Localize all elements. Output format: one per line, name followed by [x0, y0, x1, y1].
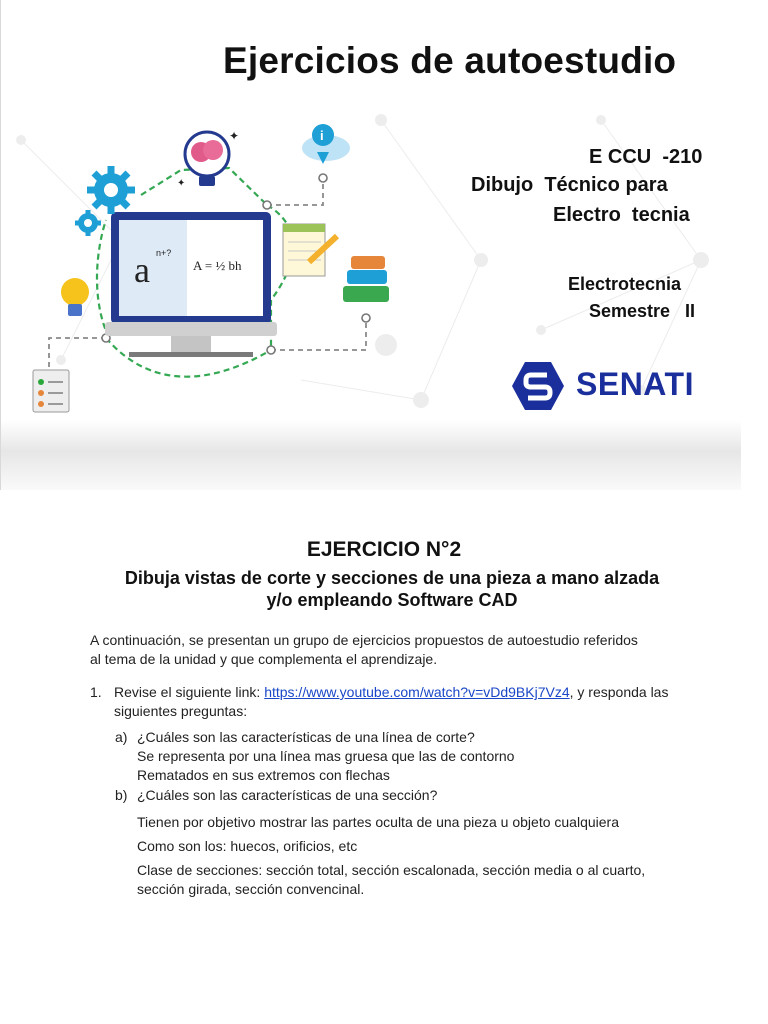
- answer-b-line1: Tienen por objetivo mostrar las partes oculta de una pieza u objeto cualquiera: [137, 814, 619, 830]
- answer-a-line2: Rematados en sus extremos con flechas: [137, 767, 390, 783]
- svg-text:✦: ✦: [177, 178, 186, 189]
- item-text-before: Revise el siguiente link:: [114, 684, 265, 700]
- cover-shadow: [1, 420, 741, 490]
- item-text-after: , y responda las siguientes preguntas:: [114, 684, 669, 719]
- svg-text:i: i: [320, 128, 324, 143]
- list-item-number: 1.: [90, 684, 102, 700]
- answer-b-line2: Como son los: huecos, orificios, etc: [137, 838, 358, 854]
- course-code: E CCU -210: [589, 146, 703, 168]
- question-b-text: ¿Cuáles son las características de una sección?: [137, 787, 438, 803]
- brain-bulb-icon: [177, 129, 239, 189]
- question-a-text: ¿Cuáles son las características de una línea de corte?: [137, 729, 475, 745]
- youtube-link[interactable]: https://www.youtube.com/watch?v=vDd9BKj7Vz4: [264, 684, 570, 700]
- course-semester: Semestre II: [589, 301, 696, 321]
- svg-text:A = ½ bh: A = ½ bh: [193, 258, 242, 273]
- education-illustration: [1, 110, 461, 430]
- notepad-pencil-icon: [283, 224, 337, 276]
- checklist-icon: [33, 370, 69, 412]
- monitor-icon: [105, 212, 277, 357]
- answer-b-line3: Clase de secciones: sección total, sección escalonada, sección media o al cuarto, sección girada, sección convencinal.: [137, 862, 646, 897]
- svg-text:a: a: [134, 250, 150, 290]
- exercise-title: EJERCICIO N°2: [306, 538, 462, 561]
- course-name-line2: Electro tecnia: [553, 204, 690, 226]
- svg-text:n+?: n+?: [156, 248, 172, 258]
- course-area: Electrotecnia: [568, 274, 682, 294]
- books-icon: [343, 256, 389, 302]
- exercise-intro: A continuación, se presentan un grupo de ejercicios propuestos de autoestudio referidos al tema de la unidad y que complementa el aprendizaje.: [90, 632, 638, 667]
- cover-title: Ejercicios de autoestudio: [223, 40, 677, 81]
- course-name-line1: Dibujo Técnico para: [471, 174, 668, 196]
- exercise-subtitle: Dibuja vistas de corte y secciones de una pieza a mano alzada y/o empleando Software CAD: [124, 568, 660, 610]
- question-b-label: b): [115, 787, 128, 803]
- lightbulb-icon: [61, 278, 89, 316]
- senati-logo-icon: [512, 362, 564, 410]
- question-a-label: a): [115, 729, 128, 745]
- cloud-info-icon: [302, 124, 350, 164]
- senati-brand: SENATI: [576, 366, 694, 402]
- list-item-text: [114, 683, 674, 721]
- answer-a-line1: Se representa por una línea mas gruesa que las de contorno: [137, 748, 515, 764]
- cover-slide: [0, 0, 741, 490]
- svg-text:✦: ✦: [229, 129, 240, 143]
